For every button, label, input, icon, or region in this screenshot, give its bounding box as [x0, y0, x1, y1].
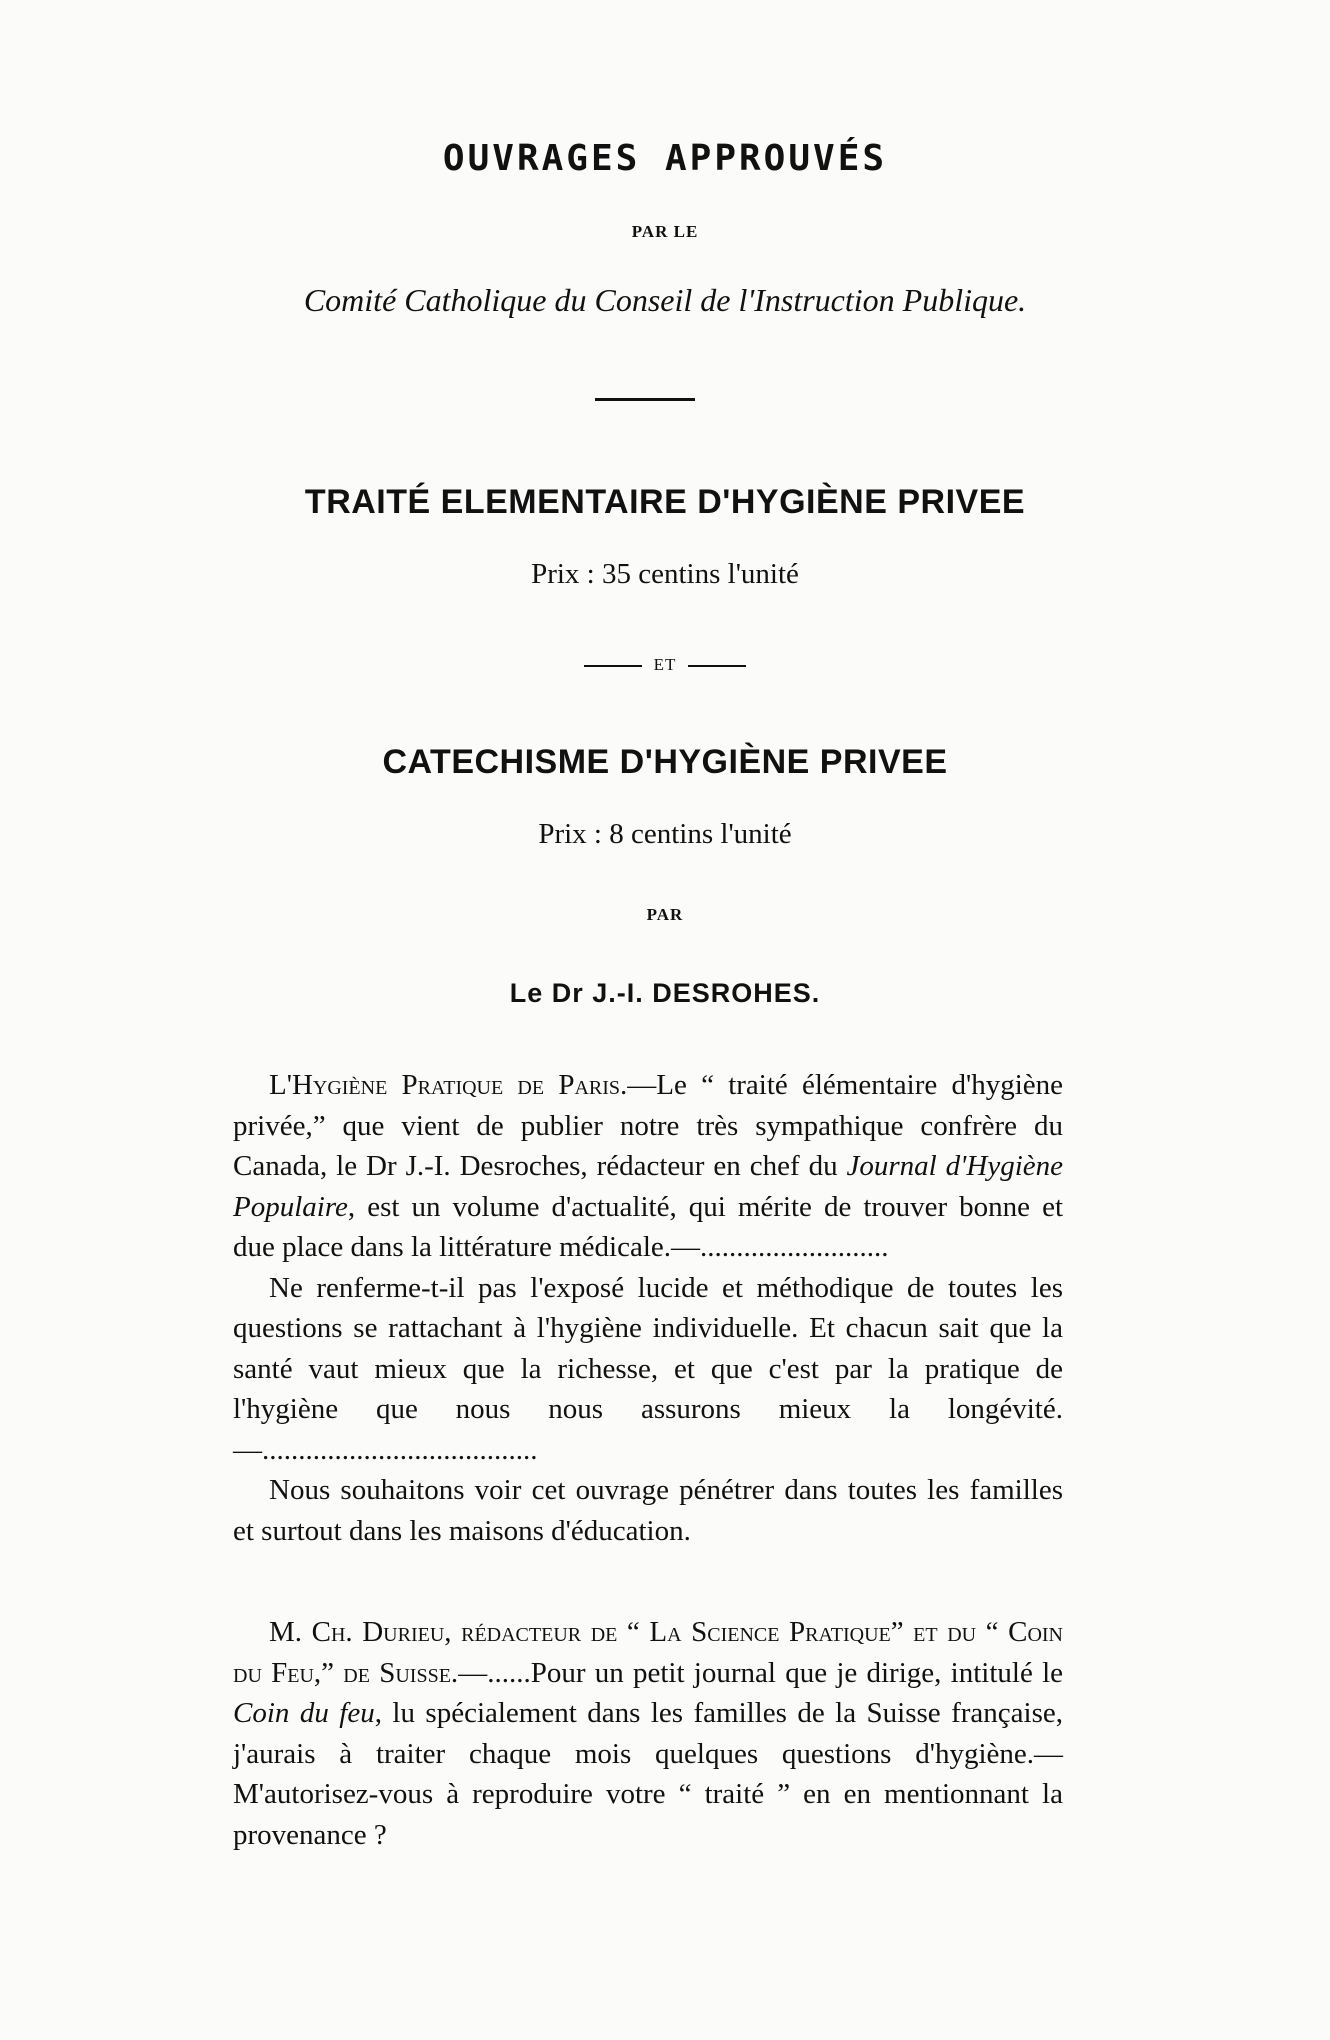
review2-text-b: , lu spécialement dans les familles de la Suisse française, j'aurais à traiter chaque mois quelques questions d'hygiène.— M'autorisez-vous à reproduire votre “ traité ” en en mentionnant la provenance ? [233, 1697, 1063, 1851]
separator-rule [595, 398, 695, 401]
et-separator [0, 655, 1330, 675]
review1-source: L'Hygiène Pratique de Paris. [269, 1069, 628, 1101]
et-label: ET [653, 655, 677, 674]
review1-p1-a: —Le “ traité élémentaire d'hygiène privée,” que vient de publier notre très sympathique confrère du Canada, le Dr J.-I. Desroches, rédacteur en chef du [233, 1069, 1063, 1182]
header-title: OUVRAGES APPROUVÉS [442, 138, 888, 179]
review-hygiene-pratique [233, 1065, 1063, 1551]
review2-source: M. Ch. Durieu, rédacteur de “ La Science Pratique” et du “ Coin du Feu,” de Suisse. [233, 1616, 1063, 1689]
committee-name: Comité Catholique du Conseil de l'Instruction Publique. [303, 282, 1027, 318]
review-durieu [233, 1612, 1063, 1855]
review1-paragraph-2: Ne renferme-t-il pas l'exposé lucide et méthodique de toutes les questions se rattachant à l'hygiène individuelle. Et chacun sait que la santé vaut mieux que la richesse, et que c'est par la pratique de l'hygiène que nous nous assurons mieux la longévité.—...................................... [233, 1271, 1063, 1466]
review1-p1-b: , est un volume d'actualité, qui mérite de trouver bonne et due place dans la littérature médicale.—.......................... [233, 1190, 1063, 1263]
book1-title: TRAITÉ ELEMENTAIRE D'HYGIÈNE PRIVEE [304, 483, 1026, 521]
book2-price: Prix : 8 centins l'unité [538, 818, 792, 850]
review2-text-a: —......Pour un petit journal que je dirige, intitulé le [458, 1656, 1063, 1689]
author-name: Le Dr J.-I. DESROHES. [509, 978, 821, 1008]
book1-price: Prix : 35 centins l'unité [531, 558, 799, 590]
review1-paragraph-3: Nous souhaitons voir cet ouvrage pénétrer dans toutes les familles et surtout dans les maisons d'éducation. [233, 1474, 1063, 1547]
review2-coin-du-feu: Coin du feu [233, 1697, 375, 1729]
par-label: PAR [646, 905, 684, 924]
review2-paragraph [233, 1612, 1063, 1855]
review1-journal-title: Journal d'Hygiène Populaire [233, 1150, 1063, 1223]
et-dash-right [688, 665, 746, 667]
book2-title: CATECHISME D'HYGIÈNE PRIVEE [382, 743, 948, 781]
review1-paragraph-1 [233, 1065, 1063, 1268]
et-dash-left [584, 665, 642, 667]
par-le: PAR LE [631, 222, 699, 241]
